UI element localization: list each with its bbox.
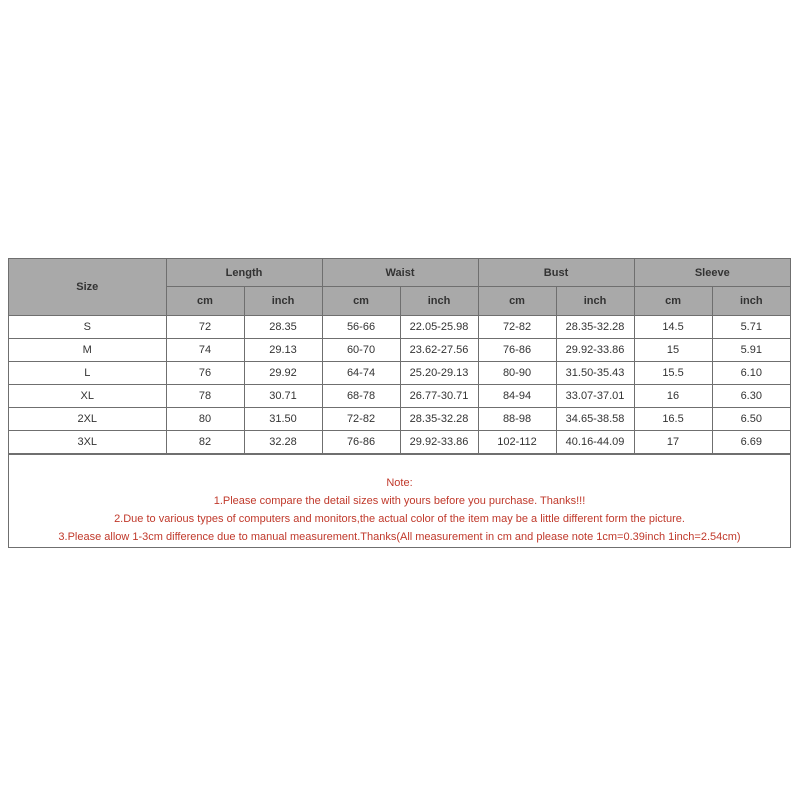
table-cell: 60-70 [322, 339, 400, 362]
table-cell: 68-78 [322, 385, 400, 408]
table-cell: 30.71 [244, 385, 322, 408]
table-cell: 14.5 [634, 316, 712, 339]
table-row [9, 408, 790, 431]
table-cell: 76-86 [322, 431, 400, 454]
table-cell: 33.07-37.01 [556, 385, 634, 408]
table-cell: 34.65-38.58 [556, 408, 634, 431]
table-cell: 76 [166, 362, 244, 385]
table-cell: 5.71 [712, 316, 790, 339]
size-table [9, 259, 790, 454]
size-cell: L [9, 362, 166, 385]
table-cell: 29.92-33.86 [400, 431, 478, 454]
size-cell: 3XL [9, 431, 166, 454]
table-cell: 40.16-44.09 [556, 431, 634, 454]
table-cell: 102-112 [478, 431, 556, 454]
table-row [9, 339, 790, 362]
table-row [9, 431, 790, 454]
sleeve-group-header: Sleeve [634, 259, 790, 287]
table-cell: 72 [166, 316, 244, 339]
table-cell: 6.69 [712, 431, 790, 454]
bust-group-header: Bust [478, 259, 634, 287]
size-cell: M [9, 339, 166, 362]
table-cell: 26.77-30.71 [400, 385, 478, 408]
table-cell: 80-90 [478, 362, 556, 385]
header-row-groups [9, 259, 790, 287]
unit-header: cm [322, 287, 400, 316]
size-column-header: Size [9, 259, 166, 316]
note-line: 3.Please allow 1-3cm difference due to manual measurement.Thanks(All measurement in cm and please note 1cm=0.39inch 1inch=2.54cm) [58, 531, 741, 543]
notes-section [9, 454, 790, 547]
table-cell: 16 [634, 385, 712, 408]
table-cell: 25.20-29.13 [400, 362, 478, 385]
length-group-header: Length [166, 259, 322, 287]
size-cell: XL [9, 385, 166, 408]
table-cell: 80 [166, 408, 244, 431]
table-cell: 78 [166, 385, 244, 408]
size-cell: 2XL [9, 408, 166, 431]
table-cell: 16.5 [634, 408, 712, 431]
table-cell: 28.35 [244, 316, 322, 339]
waist-group-header: Waist [322, 259, 478, 287]
table-cell: 17 [634, 431, 712, 454]
table-cell: 29.92 [244, 362, 322, 385]
table-cell: 29.92-33.86 [556, 339, 634, 362]
table-cell: 72-82 [478, 316, 556, 339]
table-cell: 56-66 [322, 316, 400, 339]
table-cell: 6.30 [712, 385, 790, 408]
table-cell: 74 [166, 339, 244, 362]
notes-title: Note: [386, 477, 413, 489]
unit-header: inch [556, 287, 634, 316]
table-cell: 15 [634, 339, 712, 362]
size-cell: S [9, 316, 166, 339]
unit-header: inch [712, 287, 790, 316]
table-cell: 72-82 [322, 408, 400, 431]
note-line: 2.Due to various types of computers and monitors,the actual color of the item may be a little different form the picture. [114, 513, 685, 525]
table-cell: 31.50-35.43 [556, 362, 634, 385]
unit-header: cm [634, 287, 712, 316]
table-cell: 88-98 [478, 408, 556, 431]
table-cell: 22.05-25.98 [400, 316, 478, 339]
table-row [9, 385, 790, 408]
size-chart [8, 258, 791, 548]
table-cell: 6.10 [712, 362, 790, 385]
table-cell: 64-74 [322, 362, 400, 385]
table-cell: 32.28 [244, 431, 322, 454]
unit-header: cm [478, 287, 556, 316]
table-cell: 28.35-32.28 [556, 316, 634, 339]
table-cell: 5.91 [712, 339, 790, 362]
unit-header: inch [400, 287, 478, 316]
unit-header: cm [166, 287, 244, 316]
table-row [9, 362, 790, 385]
table-row [9, 316, 790, 339]
table-cell: 29.13 [244, 339, 322, 362]
table-cell: 31.50 [244, 408, 322, 431]
table-cell: 76-86 [478, 339, 556, 362]
note-line: 1.Please compare the detail sizes with yours before you purchase. Thanks!!! [213, 495, 586, 507]
table-cell: 6.50 [712, 408, 790, 431]
table-cell: 23.62-27.56 [400, 339, 478, 362]
table-cell: 28.35-32.28 [400, 408, 478, 431]
table-cell: 82 [166, 431, 244, 454]
table-cell: 84-94 [478, 385, 556, 408]
table-cell: 15.5 [634, 362, 712, 385]
unit-header: inch [244, 287, 322, 316]
